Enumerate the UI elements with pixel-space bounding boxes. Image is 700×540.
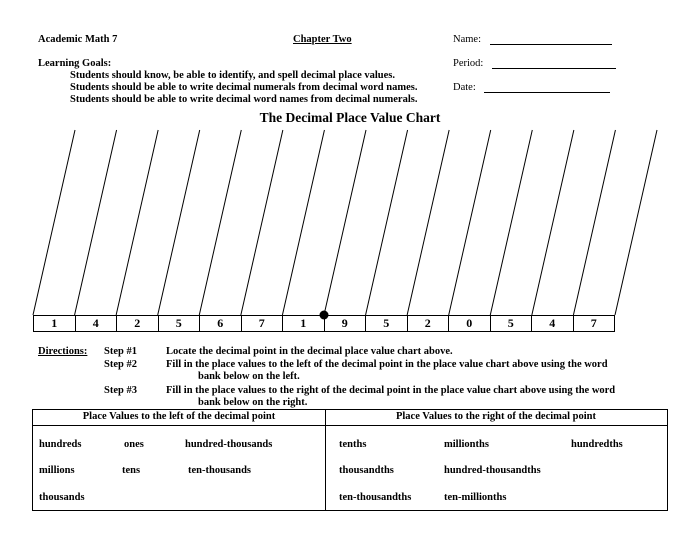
digit-cell: 4 — [76, 316, 118, 331]
column-divider-line — [324, 130, 366, 315]
left-word-ten-thousands: ten-thousands — [188, 465, 252, 476]
right-word-hundredths: hundredths — [571, 439, 623, 450]
learning-goal-3: Students should be able to write decimal word names from decimal numerals. — [70, 94, 418, 105]
column-divider-line — [615, 130, 657, 315]
column-divider-line — [490, 130, 532, 315]
left-word-millions: millions — [39, 465, 75, 476]
step-2-text: Fill in the place values to the left of the decimal point in the place value chart above using the word — [166, 359, 608, 370]
left-word-hundred-thousands: hundred-thousands — [185, 439, 273, 450]
column-divider-line — [75, 130, 117, 315]
word-bank-header-line — [33, 425, 667, 426]
column-divider-line — [116, 130, 158, 315]
left-word-hundreds: hundreds — [39, 439, 82, 450]
step-3-text: Fill in the place values to the right of the decimal point in the place value chart above using the word — [166, 385, 616, 396]
digit-cell: 1 — [283, 316, 325, 331]
column-divider-line — [366, 130, 408, 315]
step-1-label: Step #1 — [104, 346, 137, 357]
right-word-thousandths: thousandths — [339, 465, 394, 476]
digit-cell: 0 — [449, 316, 491, 331]
chart-title: The Decimal Place Value Chart — [259, 110, 441, 125]
date-label: Date: — [453, 82, 476, 93]
chapter-title: Chapter Two — [293, 34, 352, 45]
step-2-label: Step #2 — [104, 359, 137, 370]
digit-cell: 2 — [408, 316, 450, 331]
course-title: Academic Math 7 — [38, 34, 118, 45]
left-word-tens: tens — [122, 465, 141, 476]
right-word-tenths: tenths — [339, 439, 367, 450]
right-word-ten-millionths: ten-millionths — [444, 492, 507, 503]
step-1-text: Locate the decimal point in the decimal place value chart above. — [166, 346, 453, 357]
word-bank-table — [32, 409, 668, 511]
left-word-thousands: thousands — [39, 492, 85, 503]
column-divider-line — [199, 130, 241, 315]
column-divider-line — [158, 130, 200, 315]
directions-label: Directions: — [38, 346, 88, 357]
step-3-text-cont: bank below on the right. — [198, 397, 308, 408]
digit-cell: 1 — [34, 316, 76, 331]
digit-cell: 7 — [590, 316, 597, 330]
column-divider-line — [282, 130, 324, 315]
digit-cell: 2 — [117, 316, 159, 331]
column-divider-line — [532, 130, 574, 315]
right-word-bank-heading: Place Values to the right of the decimal point — [395, 411, 597, 422]
column-divider-line — [407, 130, 449, 315]
learning-goals-heading: Learning Goals: — [38, 58, 112, 69]
name-label: Name: — [453, 34, 481, 45]
column-divider-line — [33, 130, 75, 315]
learning-goal-2: Students should be able to write decimal numerals from decimal word names. — [70, 82, 418, 93]
right-word-millionths: millionths — [444, 439, 489, 450]
left-word-bank-heading: Place Values to the left of the decimal point — [82, 411, 276, 422]
digit-cell: 4 — [532, 316, 574, 331]
digit-cell: 6 — [200, 316, 242, 331]
column-divider-line — [573, 130, 615, 315]
digit-cell: 5 — [366, 316, 408, 331]
digit-row — [33, 315, 615, 332]
right-word-hundred-thousandths: hundred-thousandths — [444, 465, 541, 476]
left-word-ones: ones — [124, 439, 144, 450]
digit-cell: 5 — [491, 316, 533, 331]
learning-goal-1: Students should know, be able to identify, and spell decimal place values. — [70, 70, 395, 81]
step-2-text-cont: bank below on the left. — [198, 371, 300, 382]
right-word-ten-thousandths: ten-thousandths — [339, 492, 412, 503]
digit-cell: 7 — [242, 316, 284, 331]
column-divider-line — [449, 130, 491, 315]
step-3-label: Step #3 — [104, 385, 137, 396]
digit-cell: 9 — [325, 316, 367, 331]
period-label: Period: — [453, 58, 484, 69]
column-divider-line — [241, 130, 283, 315]
digit-cell: 5 — [159, 316, 201, 331]
